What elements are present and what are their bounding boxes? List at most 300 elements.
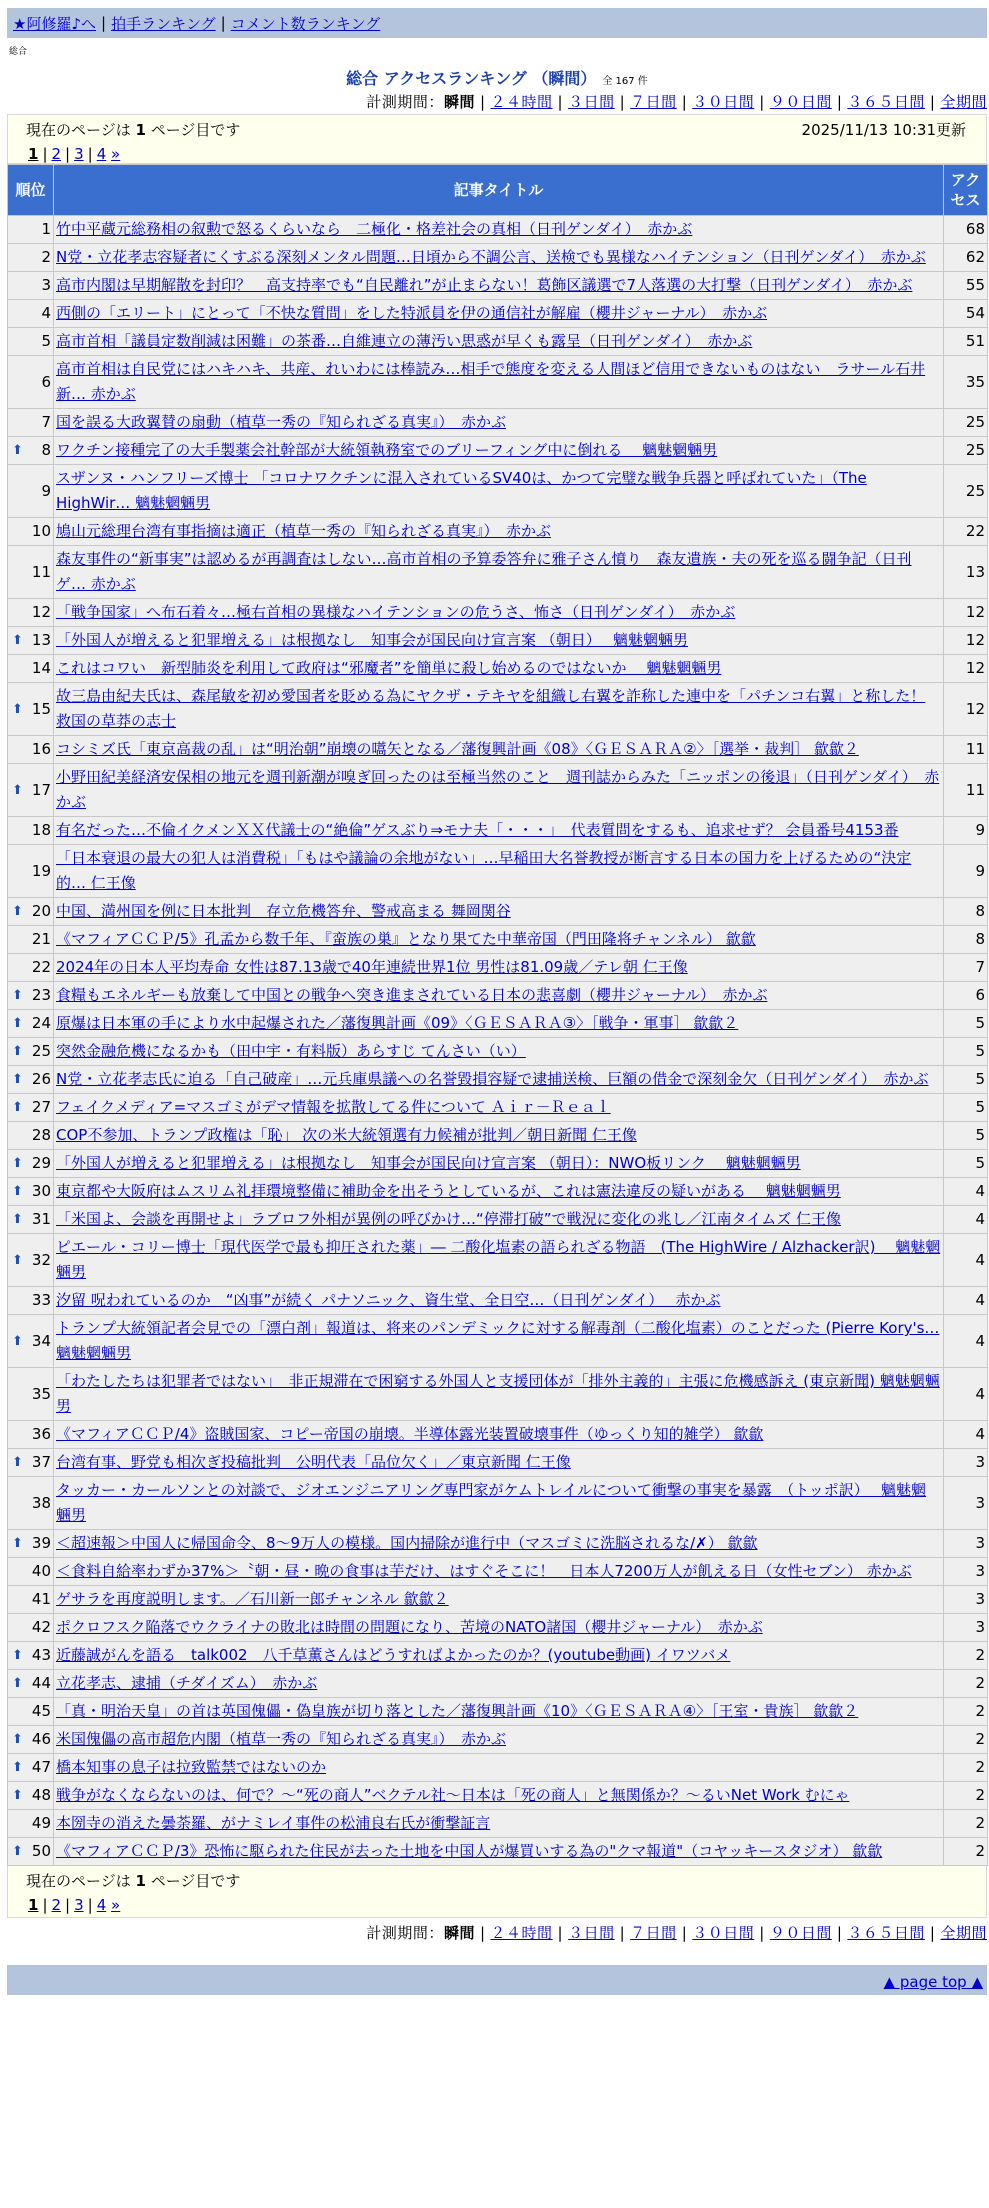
title-cell (54, 1614, 944, 1642)
period-link[interactable]: ２４時間 (490, 1924, 553, 1942)
period-link[interactable]: 全期間 (940, 1924, 987, 1942)
rank-cell (8, 982, 54, 1010)
title-cell (54, 954, 944, 982)
title-cell (54, 300, 944, 328)
period-label: 計測期間： (366, 1924, 444, 1942)
article-link[interactable]: COP不参加、トランプ政権は「恥」 次の米大統領選有力候補が批判／朝日新聞 仁王像 (56, 1126, 637, 1144)
pager-page-link[interactable]: 2 (51, 145, 62, 163)
rank-number: 11 (31, 562, 51, 581)
article-link[interactable]: 「真・明治天皇」の首は英国傀儡・偽皇族が切り落とした／藩復興計画《10》〈ＧＥＳＡＲＡ④〉［王室・貴族］ 歙歙２ (56, 1702, 859, 1720)
article-link[interactable]: ＜食料自給率わずか37%＞〝朝・昼・晩の食事は芋だけ、はすぐそこに！ 日本人7200万人が飢える日（女性セブン） 赤かぶ (56, 1562, 912, 1580)
table-row (8, 409, 988, 437)
title-cell (54, 546, 944, 599)
article-link[interactable]: 「戦争国家」へ布石着々…極右首相の異様なハイテンションの危うさ、怖さ（日刊ゲンダイ） 赤かぶ (56, 603, 736, 621)
article-link[interactable]: N党・立花孝志容疑者にくすぶる深刻メンタル問題…日頃から不調公言、送検でも異様なハイテンション（日刊ゲンダイ） 赤かぶ (56, 248, 926, 266)
article-link[interactable]: 東京都や大阪府はムスリム礼拝環境整備に補助金を出そうとしているが、これは憲法違反の疑いがある 魑魅魍魎男 (56, 1182, 841, 1200)
rank-number: 33 (31, 1291, 51, 1309)
article-link[interactable]: これはコワい 新型肺炎を利用して政府は“邪魔者”を簡単に殺し始めるのではないか 魑魅魍魎男 (56, 659, 722, 677)
nav-separator: | (101, 14, 107, 32)
title-cell (54, 216, 944, 244)
access-column-header: アクセス (944, 165, 988, 216)
rank-up-arrow-icon: ⬆ (12, 782, 23, 798)
rank-up-arrow-icon: ⬆ (12, 1788, 23, 1803)
period-link[interactable]: ７日間 (630, 1924, 677, 1942)
article-link[interactable]: 西側の「エリート」にとって「不快な質問」をした特派員を伊の通信社が解雇（櫻井ジャーナル） 赤かぶ (56, 304, 768, 322)
rank-cell (8, 1698, 54, 1726)
rank-number: 26 (31, 1070, 51, 1088)
rank-up-arrow-icon: ⬆ (12, 1156, 23, 1171)
article-link[interactable]: 「米国よ、会談を再開せよ」ラブロフ外相が異例の呼びかけ…“停滞打破”で戦況に変化の兆し／江南タイムズ 仁王像 (56, 1210, 842, 1228)
table-row (8, 1754, 988, 1782)
access-count: 25 (944, 437, 988, 465)
title-cell (54, 764, 944, 817)
period-separator: | (836, 93, 843, 111)
rank-cell (8, 1234, 54, 1287)
rank-number: 12 (31, 603, 51, 621)
period-link[interactable]: ９０日間 (769, 1924, 832, 1942)
rank-cell (8, 1066, 54, 1094)
article-link[interactable]: 森友事件の“新事実”は認めるが再調査はしない…高市首相の予算委答弁に雅子さん憤り 森友遺族・夫の死を巡る闘争記（日刊ゲ… 赤かぶ (56, 550, 912, 593)
rank-number: 24 (31, 1014, 51, 1032)
access-count: 11 (944, 736, 988, 764)
table-row (8, 599, 988, 627)
access-count: 55 (944, 272, 988, 300)
title-cell (54, 926, 944, 954)
table-row (8, 1094, 988, 1122)
article-link[interactable]: 本圀寺の消えた曇荼羅、がナミレイ事件の松浦良右氏が衝撃証言 (56, 1814, 491, 1832)
title-cell (54, 683, 944, 736)
rank-cell (8, 1530, 54, 1558)
title-cell (54, 655, 944, 683)
article-link[interactable]: 台湾有事、野党も相次ぎ投稿批判 公明代表「品位欠く」／東京新聞 仁王像 (56, 1453, 571, 1471)
title-cell (54, 1150, 944, 1178)
rank-number: 14 (31, 659, 51, 677)
rank-number: 19 (31, 861, 51, 880)
pager-bottom (26, 1893, 966, 1917)
title-cell (54, 1477, 944, 1530)
table-row (8, 1586, 988, 1614)
rank-cell (8, 328, 54, 356)
period-separator: | (557, 1924, 564, 1942)
access-count: 12 (944, 683, 988, 736)
rank-cell (8, 1586, 54, 1614)
rank-number: 22 (31, 958, 51, 976)
rank-number: 20 (31, 902, 51, 920)
total-count: 全 167 件 (602, 76, 648, 87)
title-cell (54, 1558, 944, 1586)
rank-number: 13 (31, 631, 51, 649)
article-link[interactable]: 汐留 呪われているのか “凶事”が続く パナソニック、資生堂、全日空…（日刊ゲンダイ） 赤かぶ (56, 1291, 721, 1309)
rank-cell (8, 1477, 54, 1530)
article-link[interactable]: 突然金融危機になるかも（田中宇・有料版）あらすじ てんさい（い） (56, 1042, 526, 1060)
table-row (8, 272, 988, 300)
table-row (8, 300, 988, 328)
ranking-title-block (7, 68, 987, 90)
table-row (8, 764, 988, 817)
table-row (8, 1449, 988, 1477)
period-link[interactable]: ３０日間 (692, 93, 755, 111)
pager-separator: | (87, 1896, 93, 1914)
article-link[interactable]: 「外国人が増えると犯罪増える」は根拠なし 知事会が国民向け宣言案 （朝日）：NWO板リンク 魑魅魍魎男 (56, 1154, 801, 1172)
table-row (8, 1038, 988, 1066)
period-separator: | (929, 1924, 936, 1942)
article-link[interactable]: 2024年の日本人平均寿命 女性は87.13歳で40年連続世界1位 男性は81.09歳／テレ朝 仁王像 (56, 958, 688, 976)
rank-number: 45 (31, 1702, 51, 1720)
title-cell (54, 1234, 944, 1287)
period-separator: | (681, 93, 688, 111)
page-top-bar (7, 1965, 987, 1995)
article-link[interactable]: トランプ大統領記者会見での「漂白剤」報道は、将来のパンデミックに対する解毒剤（二酸化塩素）のことだった (Pierre Kory's… 魑魅魍魎男 (56, 1319, 940, 1362)
table-row (8, 845, 988, 898)
rank-up-arrow-icon: ⬆ (12, 1184, 23, 1199)
article-link[interactable]: 高市首相「議員定数削減は困難」の茶番…自維連立の薄汚い思惑が早くも露呈（日刊ゲンダイ） 赤かぶ (56, 332, 753, 350)
rank-cell (8, 272, 54, 300)
period-bar-bottom (7, 1921, 987, 1945)
article-link[interactable]: 米国傀儡の高市超危内閣（植草一秀の『知られざる真実』） 赤かぶ (56, 1730, 507, 1748)
table-row (8, 982, 988, 1010)
rank-up-arrow-icon: ⬆ (12, 701, 23, 717)
access-count: 2 (944, 1698, 988, 1726)
rank-cell (8, 1838, 54, 1866)
table-row (8, 1122, 988, 1150)
rank-number: 27 (31, 1098, 51, 1116)
period-link[interactable]: ３日間 (568, 1924, 615, 1942)
title-cell (54, 437, 944, 465)
title-cell (54, 1698, 944, 1726)
title-cell (54, 1094, 944, 1122)
title-cell (54, 244, 944, 272)
table-row (8, 736, 988, 764)
rank-number: 8 (41, 441, 51, 459)
access-count: 2 (944, 1726, 988, 1754)
rank-number: 31 (31, 1210, 51, 1228)
rank-number: 16 (31, 740, 51, 758)
title-column-header: 記事タイトル (54, 165, 944, 216)
rank-cell (8, 1558, 54, 1586)
title-cell (54, 1726, 944, 1754)
rank-cell (8, 1368, 54, 1421)
title-cell (54, 1368, 944, 1421)
rank-cell (8, 1642, 54, 1670)
rank-number: 37 (31, 1453, 51, 1471)
rank-number: 32 (31, 1250, 51, 1269)
rank-up-arrow-icon: ⬆ (12, 988, 23, 1003)
article-link[interactable]: ゲサラを再度説明します。／石川新一郎チャンネル 歙歙２ (56, 1590, 449, 1608)
rank-number: 34 (31, 1331, 51, 1350)
rank-cell (8, 1421, 54, 1449)
title-cell (54, 1287, 944, 1315)
access-count: 3 (944, 1614, 988, 1642)
table-row (8, 1287, 988, 1315)
title-cell (54, 1206, 944, 1234)
rank-cell (8, 1754, 54, 1782)
pager-page-link[interactable]: 4 (96, 145, 107, 163)
article-link[interactable]: ＜超速報＞中国人に帰国命令、8～9万人の模様。国内掃除が進行中（マスゴミに洗脳されるな/✗） 歙歙 (56, 1534, 758, 1552)
rank-number: 9 (41, 481, 51, 500)
rank-cell (8, 1726, 54, 1754)
period-separator: | (759, 93, 765, 111)
access-count: 2 (944, 1838, 988, 1866)
rank-number: 2 (41, 248, 51, 266)
article-link[interactable]: 食糧もエネルギーも放棄して中国との戦争へ突き進まされている日本の悲喜劇（櫻井ジャーナル） 赤かぶ (56, 986, 768, 1004)
nav-separator: | (220, 14, 226, 32)
rank-cell (8, 627, 54, 655)
article-link[interactable]: 鳩山元総理台湾有事指摘は適正（植草一秀の『知られざる真実』） 赤かぶ (56, 522, 552, 540)
article-link[interactable]: 有名だった…不倫イクメンＸＸ代議士の“絶倫”ゲスぶり⇒モナ夫「・・・」 代表質問をするも、追求せず？ 会員番号4153番 (56, 821, 899, 839)
table-row (8, 926, 988, 954)
article-link[interactable]: 原爆は日本軍の手により水中起爆された／藩復興計画《09》〈ＧＥＳＡＲＡ③〉［戦争・軍事］ 歙歙２ (56, 1014, 739, 1032)
article-link[interactable]: 高市内閣は早期解散を封印？ 高支持率でも“自民離れ”が止まらない！葛飾区議選で7人落選の大打撃（日刊ゲンダイ） 赤かぶ (56, 276, 913, 294)
table-row (8, 1782, 988, 1810)
article-link[interactable]: ピエール・コリー博士「現代医学で最も抑圧された薬」― 二酸化塩素の語られざる物語 (The HighWire / Alzhacker訳) 魑魅魍魎男 (56, 1238, 941, 1281)
table-row (8, 1477, 988, 1530)
article-link[interactable]: ポクロフスク陥落でウクライナの敗北は時間の問題になり、苦境のNATO諸国（櫻井ジャーナル） 赤かぶ (56, 1618, 763, 1636)
rank-number: 29 (31, 1154, 51, 1172)
rank-number: 17 (31, 780, 51, 799)
article-link[interactable]: 小野田紀美経済安保相の地元を週刊新潮が嗅ぎ回ったのは至極当然のこと 週刊誌からみた「ニッポンの後退」（日刊ゲンダイ） 赤かぶ (56, 768, 940, 811)
rank-number: 35 (31, 1384, 51, 1403)
rank-number: 39 (31, 1534, 51, 1552)
article-link[interactable]: 「外国人が増えると犯罪増える」は根拠なし 知事会が国民向け宣言案 （朝日） 魑魅魍魎男 (56, 631, 689, 649)
access-count: 4 (944, 1178, 988, 1206)
article-link[interactable]: スザンヌ・ハンフリーズ博士 「コロナワクチンに混入されているSV40は、かつて完璧な戦争兵器と呼ばれていた」（The HighWir… 魑魅魍魎男 (56, 469, 867, 512)
rank-up-arrow-icon: ⬆ (12, 443, 23, 458)
period-separator: | (619, 1924, 626, 1942)
pager-page-link[interactable]: 4 (96, 1896, 107, 1914)
rank-up-arrow-icon: ⬆ (12, 1844, 23, 1859)
title-cell (54, 518, 944, 546)
article-link[interactable]: 近藤誠がんを語る talk002 八千草薫さんはどうすればよかったのか？(youtube動画) イワツバメ (56, 1646, 731, 1664)
rank-cell (8, 518, 54, 546)
article-link[interactable]: N党・立花孝志氏に迫る「自己破産」…元兵庫県議への名誉毀損容疑で逮捕送検、巨額の借金で深刻金欠（日刊ゲンダイ） 赤かぶ (56, 1070, 929, 1088)
top-nav-bar (7, 8, 987, 38)
article-link[interactable]: 竹中平蔵元総務相の叙勲で怒るくらいなら 二極化・格差社会の真相（日刊ゲンダイ） 赤かぶ (56, 220, 693, 238)
access-count: 25 (944, 465, 988, 518)
title-cell (54, 1010, 944, 1038)
title-cell (54, 465, 944, 518)
article-link[interactable]: 高市首相は自民党にはハキハキ、共産、れいわには棒読み…相手で態度を変える人間ほど信用できないものはない ラサール石井 新… 赤かぶ (56, 360, 926, 403)
table-row (8, 1614, 988, 1642)
page-top-link[interactable]: ▲ page top ▲ (883, 1973, 983, 1991)
rank-number: 50 (31, 1842, 51, 1860)
rank-number: 5 (41, 332, 51, 350)
rank-cell (8, 764, 54, 817)
pager-next-link[interactable]: » (111, 1896, 121, 1914)
pager-page-link[interactable]: 3 (74, 1896, 84, 1914)
rank-number: 40 (31, 1562, 51, 1580)
title-cell (54, 328, 944, 356)
access-count: 54 (944, 300, 988, 328)
period-separator: | (681, 1924, 688, 1942)
rank-cell (8, 300, 54, 328)
article-link[interactable]: 故三島由紀夫氏は、森尾敏を初め愛国者を貶める為にヤクザ・テキヤを組織し右翼を詐称した連中を「パチンコ右翼」と称した！ 救国の草莽の志士 (56, 687, 926, 730)
table-row (8, 328, 988, 356)
access-count: 62 (944, 244, 988, 272)
access-count: 3 (944, 1477, 988, 1530)
access-count: 4 (944, 1206, 988, 1234)
title-cell (54, 1315, 944, 1368)
period-current: 瞬間 (443, 93, 475, 111)
article-link[interactable]: 中国、満州国を例に日本批判 存立危機答弁、警戒高まる 舞岡関谷 (56, 902, 511, 920)
rank-cell (8, 465, 54, 518)
access-count: 3 (944, 1586, 988, 1614)
article-link[interactable]: 「わたしたちは犯罪者ではない」 非正規滞在で困窮する外国人と支援団体が「排外主義的」主張に危機感訴え (東京新聞) 魑魅魍魎男 (56, 1372, 940, 1415)
title-cell (54, 356, 944, 409)
article-link[interactable]: タッカー・カールソンとの対談で、ジオエンジニアリング専門家がケムトレイルについて衝撃の事実を暴露 （トッポ訳） 魑魅魍魎男 (56, 1481, 927, 1524)
period-link[interactable]: ７日間 (630, 93, 677, 111)
access-count: 5 (944, 1066, 988, 1094)
period-separator: | (479, 93, 486, 111)
table-row (8, 627, 988, 655)
rank-cell (8, 1782, 54, 1810)
period-separator: | (557, 93, 564, 111)
access-count: 2 (944, 1782, 988, 1810)
access-count: 2 (944, 1754, 988, 1782)
rank-cell (8, 1010, 54, 1038)
table-row (8, 1670, 988, 1698)
article-link[interactable]: 橋本知事の息子は拉致監禁ではないのか (56, 1758, 327, 1776)
access-count: 13 (944, 546, 988, 599)
article-link[interactable]: 《マフィアＣＣＰ/3》恐怖に駆られた住民が去った土地を中国人が爆買いする為の"クマ報道"（コヤッキースタジオ） 歙歙 (56, 1842, 883, 1860)
period-link[interactable]: ３日間 (568, 93, 615, 111)
rank-up-arrow-icon: ⬆ (12, 1760, 23, 1775)
title-cell (54, 1782, 944, 1810)
rank-cell (8, 926, 54, 954)
ranking-table-body (8, 216, 988, 1866)
article-link[interactable]: ワクチン接種完了の大手製薬会社幹部が大統領執務室でのブリーフィング中に倒れる 魑魅魍魎男 (56, 441, 718, 459)
current-page-text: 現在のページは 1 ページ目です (26, 121, 241, 139)
update-timestamp: 2025/11/13 10:31更新 (801, 121, 966, 139)
rank-up-arrow-icon: ⬆ (12, 1648, 23, 1663)
title-cell (54, 898, 944, 926)
table-row (8, 1726, 988, 1754)
table-row (8, 954, 988, 982)
access-count: 11 (944, 764, 988, 817)
title-cell (54, 1178, 944, 1206)
period-link[interactable]: 全期間 (940, 93, 987, 111)
rank-up-arrow-icon: ⬆ (12, 1252, 23, 1268)
rank-number: 23 (31, 986, 51, 1004)
rank-number: 38 (31, 1493, 51, 1512)
rank-number: 49 (31, 1814, 51, 1832)
period-link[interactable]: ３６５日間 (847, 1924, 925, 1942)
rank-cell (8, 1178, 54, 1206)
title-cell (54, 409, 944, 437)
table-row (8, 1838, 988, 1866)
article-link[interactable]: 戦争がなくならないのは、何で？～“死の商人”ベクテル社～日本は「死の商人」と無関係か？～るいNet Work むにゃ (56, 1786, 850, 1804)
page-info-bottom (7, 1866, 987, 1918)
title-cell (54, 1754, 944, 1782)
table-row (8, 655, 988, 683)
article-link[interactable]: 《マフィアＣＣＰ/4》盗賊国家、コピー帝国の崩壊。半導体露光装置破壊事件（ゆっくり知的雑学） 歙歙 (56, 1425, 764, 1443)
access-count: 25 (944, 409, 988, 437)
title-cell (54, 817, 944, 845)
rank-number: 1 (41, 220, 51, 238)
rank-up-arrow-icon: ⬆ (12, 633, 23, 648)
title-cell (54, 982, 944, 1010)
access-count: 2 (944, 1642, 988, 1670)
access-count: 12 (944, 655, 988, 683)
period-separator: | (619, 93, 626, 111)
table-row (8, 1558, 988, 1586)
table-row (8, 1234, 988, 1287)
rank-number: 46 (31, 1730, 51, 1748)
period-separator: | (836, 1924, 843, 1942)
rank-number: 42 (31, 1618, 51, 1636)
table-row (8, 1066, 988, 1094)
title-cell (54, 1038, 944, 1066)
rank-up-arrow-icon: ⬆ (12, 1536, 23, 1551)
rank-number: 4 (41, 304, 51, 322)
pager-separator: | (42, 145, 48, 163)
table-row (8, 1368, 988, 1421)
access-count: 4 (944, 1234, 988, 1287)
ranking-title: 総合 アクセスランキング （瞬間） (346, 69, 597, 88)
article-link[interactable]: 立花孝志、逮捕（チダイズム） 赤かぶ (56, 1674, 318, 1692)
rank-cell (8, 898, 54, 926)
table-row (8, 1810, 988, 1838)
pager-page-link[interactable]: 3 (74, 145, 84, 163)
access-count: 35 (944, 356, 988, 409)
article-link[interactable]: コシミズ氏「東京高裁の乱」は“明治朝”崩壊の嚆矢となる／藩復興計画《08》〈ＧＥＳＡＲＡ②〉［選挙・裁判］ 歙歙２ (56, 740, 859, 758)
title-cell (54, 1122, 944, 1150)
home-link[interactable]: ★阿修羅♪へ (13, 14, 97, 33)
access-count: 2 (944, 1810, 988, 1838)
access-count: 4 (944, 1287, 988, 1315)
title-cell (54, 1838, 944, 1866)
period-link[interactable]: ２４時間 (490, 93, 553, 111)
table-row (8, 465, 988, 518)
access-count: 7 (944, 954, 988, 982)
access-count: 4 (944, 1315, 988, 1368)
rank-up-arrow-icon: ⬆ (12, 1333, 23, 1349)
period-label: 計測期間： (366, 93, 444, 111)
rank-cell (8, 1150, 54, 1178)
period-link[interactable]: ３６５日間 (847, 93, 925, 111)
comment-ranking-link[interactable]: コメント数ランキング (230, 14, 381, 33)
table-row (8, 683, 988, 736)
rank-number: 36 (31, 1425, 51, 1443)
rank-up-arrow-icon: ⬆ (12, 1016, 23, 1031)
access-count: 5 (944, 1150, 988, 1178)
pager-separator: | (65, 145, 71, 163)
article-link[interactable]: 国を誤る大政翼賛の扇動（植草一秀の『知られざる真実』） 赤かぶ (56, 413, 507, 431)
access-count: 3 (944, 1558, 988, 1586)
table-row (8, 518, 988, 546)
pager-next-link[interactable]: » (111, 145, 121, 163)
access-count: 8 (944, 898, 988, 926)
article-link[interactable]: フェイクメディア=マスゴミがデマ情報を拡散してる件について Ａｉｒ－Ｒｅａｌ (56, 1098, 611, 1116)
access-count: 22 (944, 518, 988, 546)
rank-up-arrow-icon: ⬆ (12, 1212, 23, 1227)
rank-up-arrow-icon: ⬆ (12, 1455, 23, 1470)
page-info-top (7, 114, 987, 164)
table-row (8, 1315, 988, 1368)
applause-ranking-link[interactable]: 拍手ランキング (111, 14, 216, 33)
rank-cell (8, 683, 54, 736)
period-link[interactable]: ３０日間 (692, 1924, 755, 1942)
table-row (8, 546, 988, 599)
title-cell (54, 1586, 944, 1614)
table-row (8, 1421, 988, 1449)
article-link[interactable]: 「日本衰退の最大の犯人は消費税」「もはや議論の余地がない」…早稲田大名誉教授が断言する日本の国力を上げるための“決定的… 仁王像 (56, 849, 912, 892)
period-link[interactable]: ９０日間 (769, 93, 832, 111)
table-row (8, 1698, 988, 1726)
table-row (8, 817, 988, 845)
pager-page-link[interactable]: 2 (51, 1896, 62, 1914)
period-bar-top (7, 90, 987, 114)
article-link[interactable]: 《マフィアＣＣＰ/5》孔孟から数千年、『蛮族の巣』となり果てた中華帝国（門田隆将チャンネル） 歙歙 (56, 930, 756, 948)
